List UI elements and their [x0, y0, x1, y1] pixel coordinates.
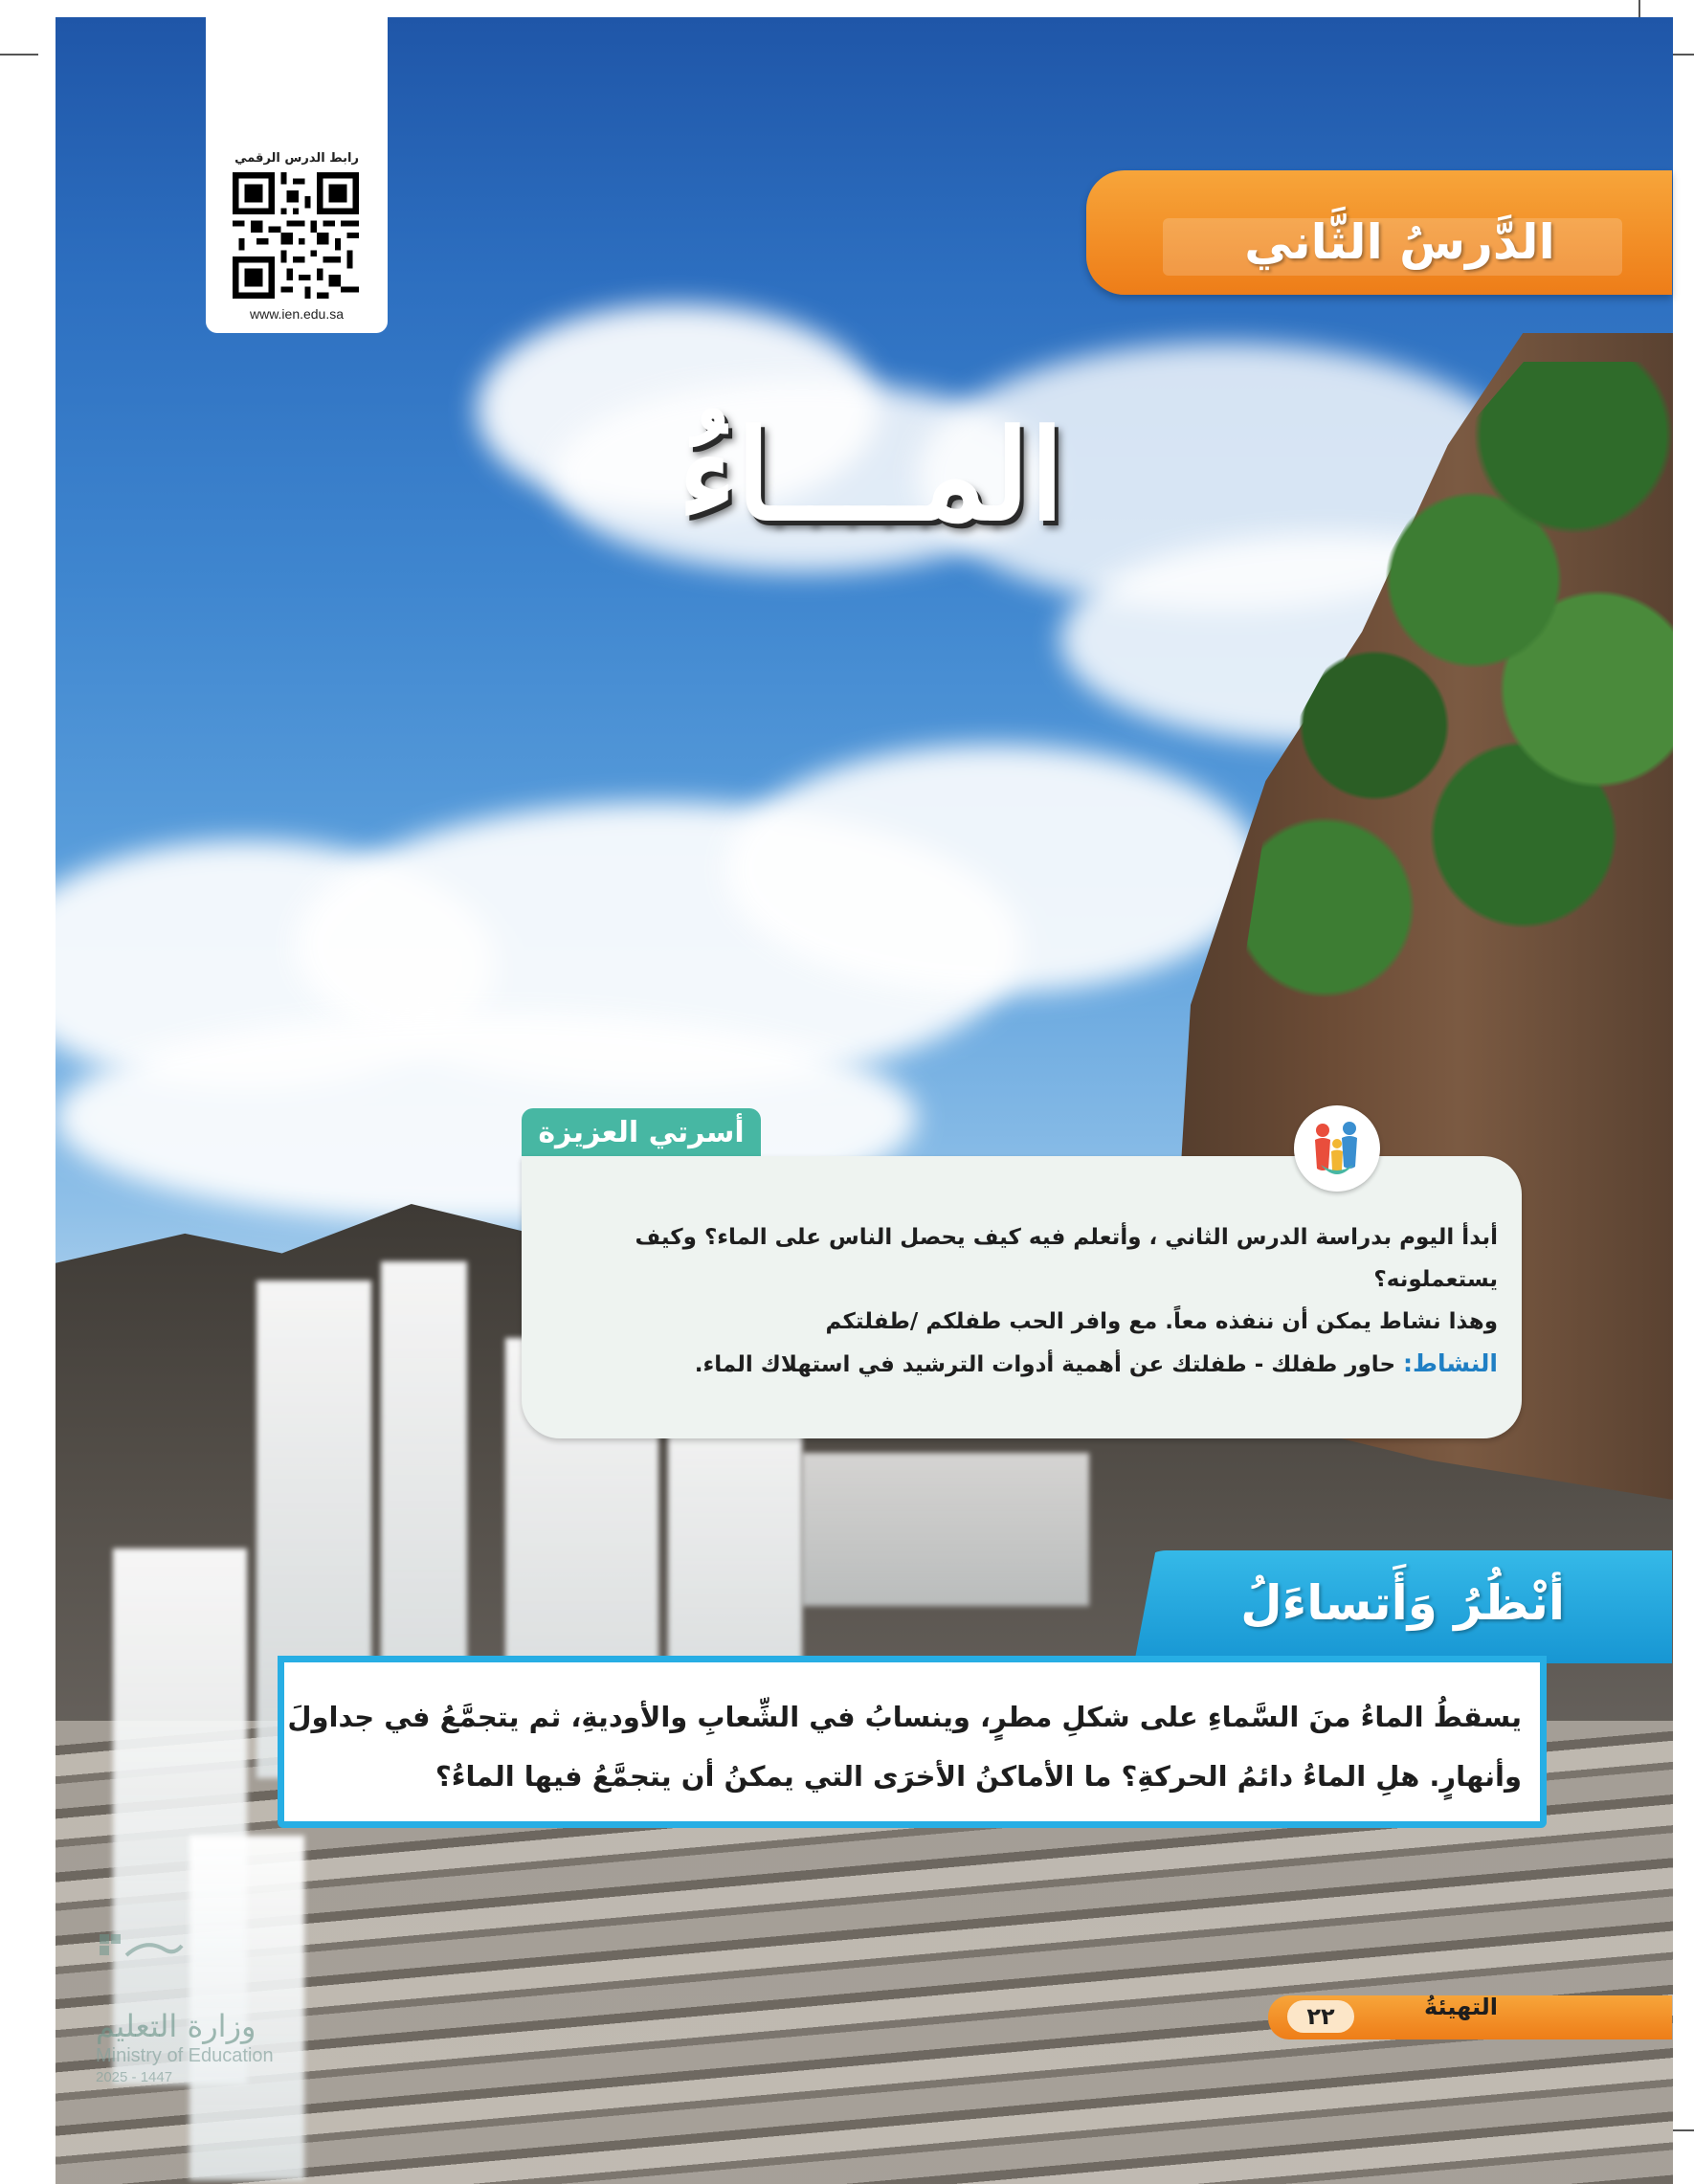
lesson-tag: [1086, 170, 1672, 295]
look-and-wonder-line: يسقطُ الماءُ منَ السَّماءِ على شكلِ مطرٍ، وينسابُ في الشِّعابِ والأوديةِ، ثم يتجمَّعُ في جداولَ: [287, 1701, 1522, 1733]
ministry-name-en: Ministry of Education: [96, 2045, 274, 2066]
qr-label: رابط الدرس الرقمي: [234, 151, 359, 166]
lesson-title: المــــاءُ: [678, 402, 1064, 548]
ministry-name-ar: وزارة التعليم: [96, 2008, 256, 2044]
look-and-wonder-line: وأنهارٍ. هلِ الماءُ دائمُ الحركةِ؟ ما الأماكنُ الأخرَى التي يمكنُ أن يتجمَّعُ فيها الماءُ؟: [435, 1760, 1522, 1793]
family-icon: [1294, 1105, 1380, 1192]
family-note-heading: أسرتي العزيزة: [538, 1116, 745, 1149]
hero-photo: [56, 17, 1673, 2184]
qr-card: [206, 17, 388, 333]
ministry-logo: [98, 1928, 184, 1967]
activity-label: النشاط:: [1403, 1349, 1498, 1377]
family-note-box: [522, 1156, 1522, 1438]
qr-code[interactable]: [233, 172, 359, 299]
footer-unit: التهيئةُ: [1423, 1994, 1498, 2020]
family-note-tab: [522, 1108, 761, 1158]
qr-url[interactable]: www.ien.edu.sa: [249, 306, 345, 322]
lesson-tag-text: الدَّرسُ الثَّاني: [1244, 214, 1555, 270]
page-number: ٢٢: [1287, 2000, 1354, 2033]
family-note-line: أبدأ اليوم بدراسة الدرس الثاني ، وأتعلم فيه كيف يحصل الناس على الماء؟ وكيف: [635, 1225, 1498, 1250]
look-and-wonder-box: [278, 1656, 1547, 1828]
cloud: [725, 745, 1261, 993]
family-note-line: وهذا نشاط يمكن أن ننفذه معاً. مع وافر الحب طفلكم /طفلتكم: [825, 1309, 1498, 1334]
waterfall: [802, 1453, 1089, 1606]
crop-mark: [0, 54, 38, 56]
family-note-activity: [695, 1349, 1498, 1377]
ministry-year: 2025 - 1447: [96, 2069, 173, 2085]
family-note-line: يستعملونه؟: [1373, 1267, 1498, 1292]
activity-text: حاور طفلك - طفلتك عن أهمية أدوات الترشيد في استهلاك الماء.: [694, 1352, 1396, 1377]
look-and-wonder-heading: أنْظُرُ وَأَتساءَلُ: [1240, 1575, 1565, 1631]
